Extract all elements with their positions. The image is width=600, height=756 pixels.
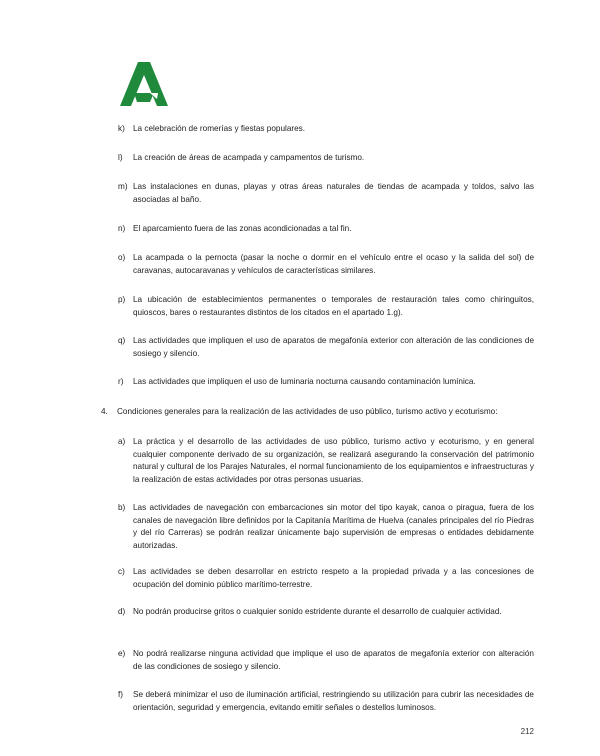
list-item-text: Las actividades que impliquen el uso de aparatos de megafonía exterior con alteración de las condiciones de sosiego y silencio. xyxy=(133,336,534,358)
list-item-text: No podrá realizarse ninguna actividad que implique el uso de aparatos de megafonía exterior con alteración de las condiciones de sosiego y silencio. xyxy=(133,649,534,671)
list-marker: l) xyxy=(118,153,123,162)
section-text: Condiciones generales para la realización de las actividades de uso público, turismo activo y ecoturismo: xyxy=(117,407,498,416)
list-item xyxy=(118,502,534,552)
list-marker: b) xyxy=(118,503,126,512)
list-item xyxy=(118,648,534,673)
list-item-text: No podrán producirse gritos o cualquier sonido estridente durante el desarrollo de cualquier actividad. xyxy=(133,607,502,616)
section-heading xyxy=(101,406,534,419)
list-item-text: El aparcamiento fuera de las zonas acondicionadas a tal fin. xyxy=(133,224,352,233)
list-item-text: La práctica y el desarrollo de las actividades de uso público, turismo activo y ecoturismo, y en general cualquier componente derivado de su organización, se realizará asegurando la conservación del patrimonio natural y cultural de los Parajes Naturales, el normal funcionamiento de los equipamientos e infraestructuras y la realización de estas actividades por otras personas usuarias. xyxy=(133,437,534,484)
list-item xyxy=(118,252,534,277)
list-item-text: La ubicación de establecimientos permanentes o temporales de restauración tales como chiringuitos, quioscos, bares o restaurantes distintos de los citados en el apartado 1.g). xyxy=(133,295,534,317)
list-marker: o) xyxy=(118,253,126,262)
list-marker: p) xyxy=(118,295,126,304)
list-item xyxy=(118,376,534,389)
list-item xyxy=(118,223,534,236)
list-marker: e) xyxy=(118,649,126,658)
list-item xyxy=(118,606,534,619)
list-item-text: La creación de áreas de acampada y campamentos de turismo. xyxy=(133,153,365,162)
list-marker: q) xyxy=(118,336,126,345)
list-item-text: La acampada o la pernocta (pasar la noche o dormir en el vehículo entre el ocaso y la salida del sol) de caravanas, autocaravanas y vehículos de características similares. xyxy=(133,253,534,275)
list-marker: c) xyxy=(118,567,125,576)
list-item xyxy=(118,123,534,136)
list-marker: a) xyxy=(118,437,126,446)
list-item-text: Las instalaciones en dunas, playas y otras áreas naturales de tiendas de acampada y toldos, salvo las asociadas al baño. xyxy=(133,182,534,204)
list-marker: f) xyxy=(118,690,124,699)
list-marker: d) xyxy=(118,607,126,616)
list-item xyxy=(118,152,534,165)
list-item xyxy=(118,294,534,319)
list-item-text: Las actividades de navegación con embarcaciones sin motor del tipo kayak, canoa o piragua, fuera de los canales de navegación libre definidos por la Capitanía Marítima de Huelva (canales principales del río Piedras y del río Carreras) se podrán realizar únicamente bajo supervisión de empresas o entidades debidamente autorizadas. xyxy=(133,503,534,550)
list-marker: n) xyxy=(118,224,126,233)
list-item xyxy=(118,335,534,360)
list-item-text: La celebración de romerías y fiestas populares. xyxy=(133,124,306,133)
list-item xyxy=(118,436,534,486)
list-item xyxy=(118,689,534,714)
list-item-text: Las actividades que impliquen el uso de luminaria nocturna causando contaminación lumínica. xyxy=(133,377,476,386)
list-item xyxy=(118,181,534,206)
page-number: 212 xyxy=(520,727,534,736)
list-marker: r) xyxy=(118,377,124,386)
list-item-text: Se deberá minimizar el uso de iluminación artificial, restringiendo su utilización para cubrir las necesidades de orientación, seguridad y emergencia, evitando emitir señales o destellos luminosos. xyxy=(133,690,534,712)
list-marker: m) xyxy=(118,182,128,191)
section-marker: 4. xyxy=(101,407,108,416)
list-item xyxy=(118,566,534,591)
list-item-text: Las actividades se deben desarrollar en estricto respeto a la propiedad privada y a las concesiones de ocupación del dominio público marítimo-terrestre. xyxy=(133,567,534,589)
junta-andalucia-logo-icon xyxy=(120,62,168,106)
list-marker: k) xyxy=(118,124,125,133)
